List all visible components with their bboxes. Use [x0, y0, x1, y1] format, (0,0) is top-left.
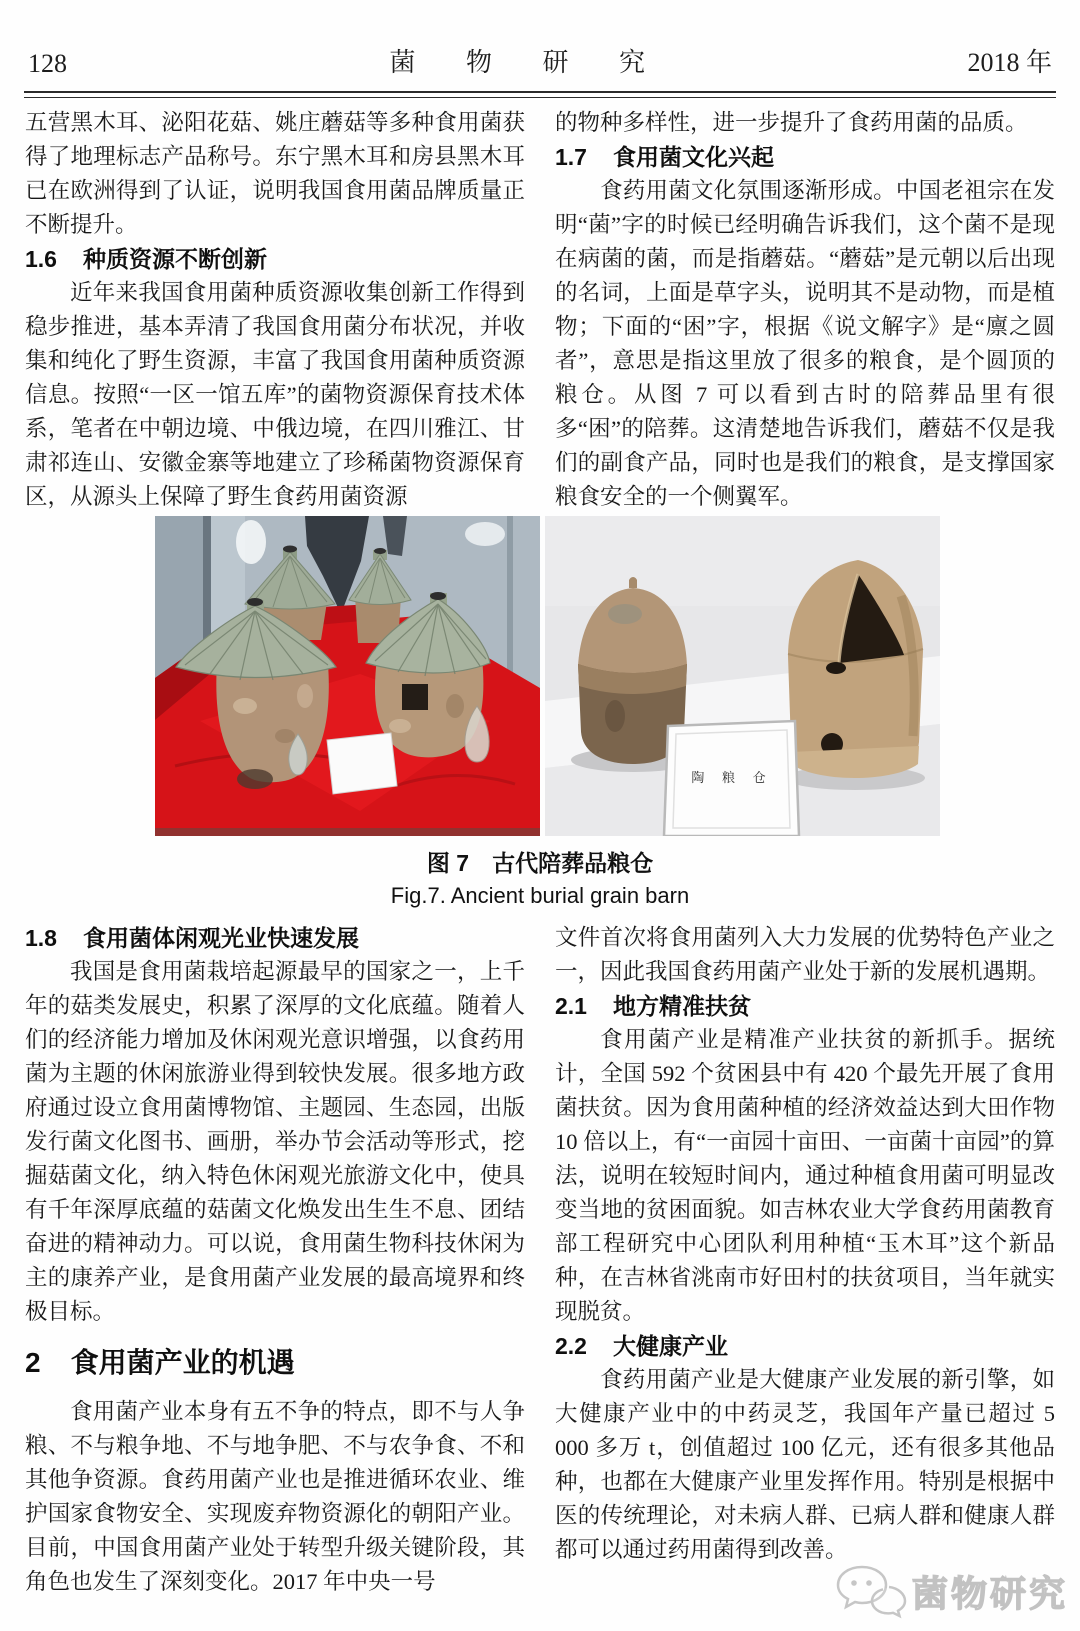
heading-2-2 — [555, 1329, 1055, 1363]
heading-1-6 — [25, 242, 525, 276]
paragraph: 食药用菌文化氛围逐渐形成。中国老祖宗在发明“菌”字的时候已经明确告诉我们，这个菌不是现在病菌的菌，而是指蘑菇。“蘑菇”是元朝以后出现的名词，上面是草字头，说明其不是动物，而是植物；下面的“困”字，根据《说文解字》是“廪之圆者”，意思是指这里放了很多的粮食，是个圆顶的粮仓。从图 7 可以看到古时的陪葬品里有很多“困”的陪葬。这清楚地告诉我们，蘑菇不仅是我们的副食产品，同时也是我们的粮食，是支撑国家粮食安全的一个侧翼军。 — [555, 178, 1055, 509]
heading-title: 食用菌体闲观光业快速发展 — [82, 925, 359, 951]
watermark-text: 菌物研究 — [911, 1572, 1068, 1614]
figure-caption-en: Fig.7. Ancient burial grain barn — [390, 883, 690, 908]
figure-photos — [155, 516, 1080, 836]
heading-1-7 — [555, 140, 1055, 174]
figure-caption-zh: 图 7 古代陪葬品粮仓 — [426, 850, 654, 876]
heading-number: 2.2 — [555, 1333, 587, 1359]
header-rule — [24, 91, 1056, 98]
label-card-text: 陶 粮 仓 — [691, 770, 773, 785]
paragraph: 我国是食用菌栽培起源最早的国家之一，上千年的菇类发展史，积累了深厚的文化底蕴。随着人们的经济能力增加及休闲观光意识增强，以食药用菌为主题的休闲旅游业得到较快发展。很多地方政府通过设立食用菌博物馆、主题园、生态园，出版发行菌文化图书、画册，举办节会活动等形式，挖掘菇菌文化，纳入特色休闲观光旅游文化中，使具有千年深厚底蕴的菇菌文化焕发出生生不息、团结奋进的精神动力。可以说，食用菌生物科技休闲为主的康养产业，是食用菌产业发展的最高境界和终极目标。 — [25, 959, 525, 1324]
paragraph: 食药用菌产业是大健康产业发展的新引擎，如大健康产业中的中药灵芝，我国年产量已超过 5 000 多万 t，创值超过 100 亿元，还有很多其他品种，也都在大健康产业里发挥作用。特别是根据中医的传统理论，对未病人群、已病人群和健康人群都可以通过药用菌得到改善。 — [555, 1367, 1055, 1562]
exhibit-label-card — [664, 721, 799, 836]
heading-2-1 — [555, 989, 1055, 1023]
heading-title: 大健康产业 — [612, 1333, 728, 1359]
paragraph: 食用菌产业本身有五不争的特点，即不与人争粮、不与粮争地、不与地争肥、不与农争食、不和其他争资源。食药用菌产业也是推进循环农业、维护国家食物安全、实现废弃物资源化的朝阳产业。目前，中国食用菌产业处于转型升级关键阶段，其角色也发生了深刻变化。2017 年中央一号 — [25, 1399, 525, 1594]
heading-title: 地方精准扶贫 — [612, 993, 751, 1019]
page-number: 128 — [28, 49, 67, 78]
heading-number: 2 — [25, 1347, 41, 1378]
journal-title: 菌 物 研 究 — [389, 48, 667, 77]
paragraph: 的物种多样性，进一步提升了食药用菌的品质。 — [555, 110, 1028, 135]
exhibit-label-card — [327, 733, 397, 794]
heading-1-8 — [25, 921, 525, 955]
heading-number: 1.7 — [555, 144, 587, 170]
heading-title: 食用菌产业的机遇 — [70, 1347, 295, 1378]
photo-museum-case-granaries — [155, 516, 540, 836]
paragraph: 近年来我国食用菌种质资源收集创新工作得到稳步推进，基本弄清了我国食用菌分布状况，并收集和纯化了野生资源，丰富了我国食用菌种质资源信息。按照“一区一馆五库”的菌物资源保育技术体系，笔者在中朝边境、中俄边境，在四川雅江、甘肃祁连山、安徽金寨等地建立了珍稀菌物资源保育区，从源头上保障了野生食药用菌资源 — [25, 280, 525, 509]
columns-lower — [0, 909, 1080, 1599]
figure-7 — [0, 516, 1080, 909]
journal-year: 2018 年 — [967, 48, 1052, 77]
columns-top — [0, 98, 1080, 514]
column-top-right — [555, 106, 1055, 514]
paragraph: 五营黑木耳、泌阳花菇、姚庄蘑菇等多种食用菌获得了地理标志产品称号。东宁黑木耳和房县黑木耳已在欧洲得到了认证，说明我国食用菌品牌质量正不断提升。 — [25, 110, 525, 237]
heading-title: 种质资源不断创新 — [82, 246, 267, 272]
jar-door-opening — [402, 684, 428, 710]
column-top-left — [25, 106, 525, 514]
heading-title: 食用菌文化兴起 — [612, 144, 774, 170]
paragraph: 食用菌产业是精准产业扶贫的新抓手。据统计，全国 592 个贫困县中有 420 个最先开展了食用菌扶贫。因为食用菌种植的经济效益达到大田作物 10 倍以上，有“一亩园十亩田、一亩菌十亩园”的算法，说明在较短时间内，通过种植食用菌可明显改变当地的贫困面貌。如吉林农业大学食药用菌教育部工程研究中心团队利用种植“玉木耳”这个新品种，在吉林省洮南市好田村的扶贫项目，当年就实现脱贫。 — [555, 1027, 1055, 1324]
column-bottom-left — [25, 921, 525, 1599]
column-bottom-right — [555, 921, 1055, 1599]
paragraph: 文件首次将食用菌列入大力发展的优势特色产业之一，因此我国食药用菌产业处于新的发展机遇期。 — [555, 925, 1055, 984]
heading-number: 2.1 — [555, 993, 587, 1019]
granary-vessel-triangular-opening — [785, 560, 925, 790]
photo-pottery-granaries — [545, 516, 940, 836]
page-header — [0, 0, 1080, 91]
heading-number: 1.6 — [25, 246, 57, 272]
heading-number: 1.8 — [25, 925, 57, 951]
heading-2 — [25, 1343, 525, 1383]
